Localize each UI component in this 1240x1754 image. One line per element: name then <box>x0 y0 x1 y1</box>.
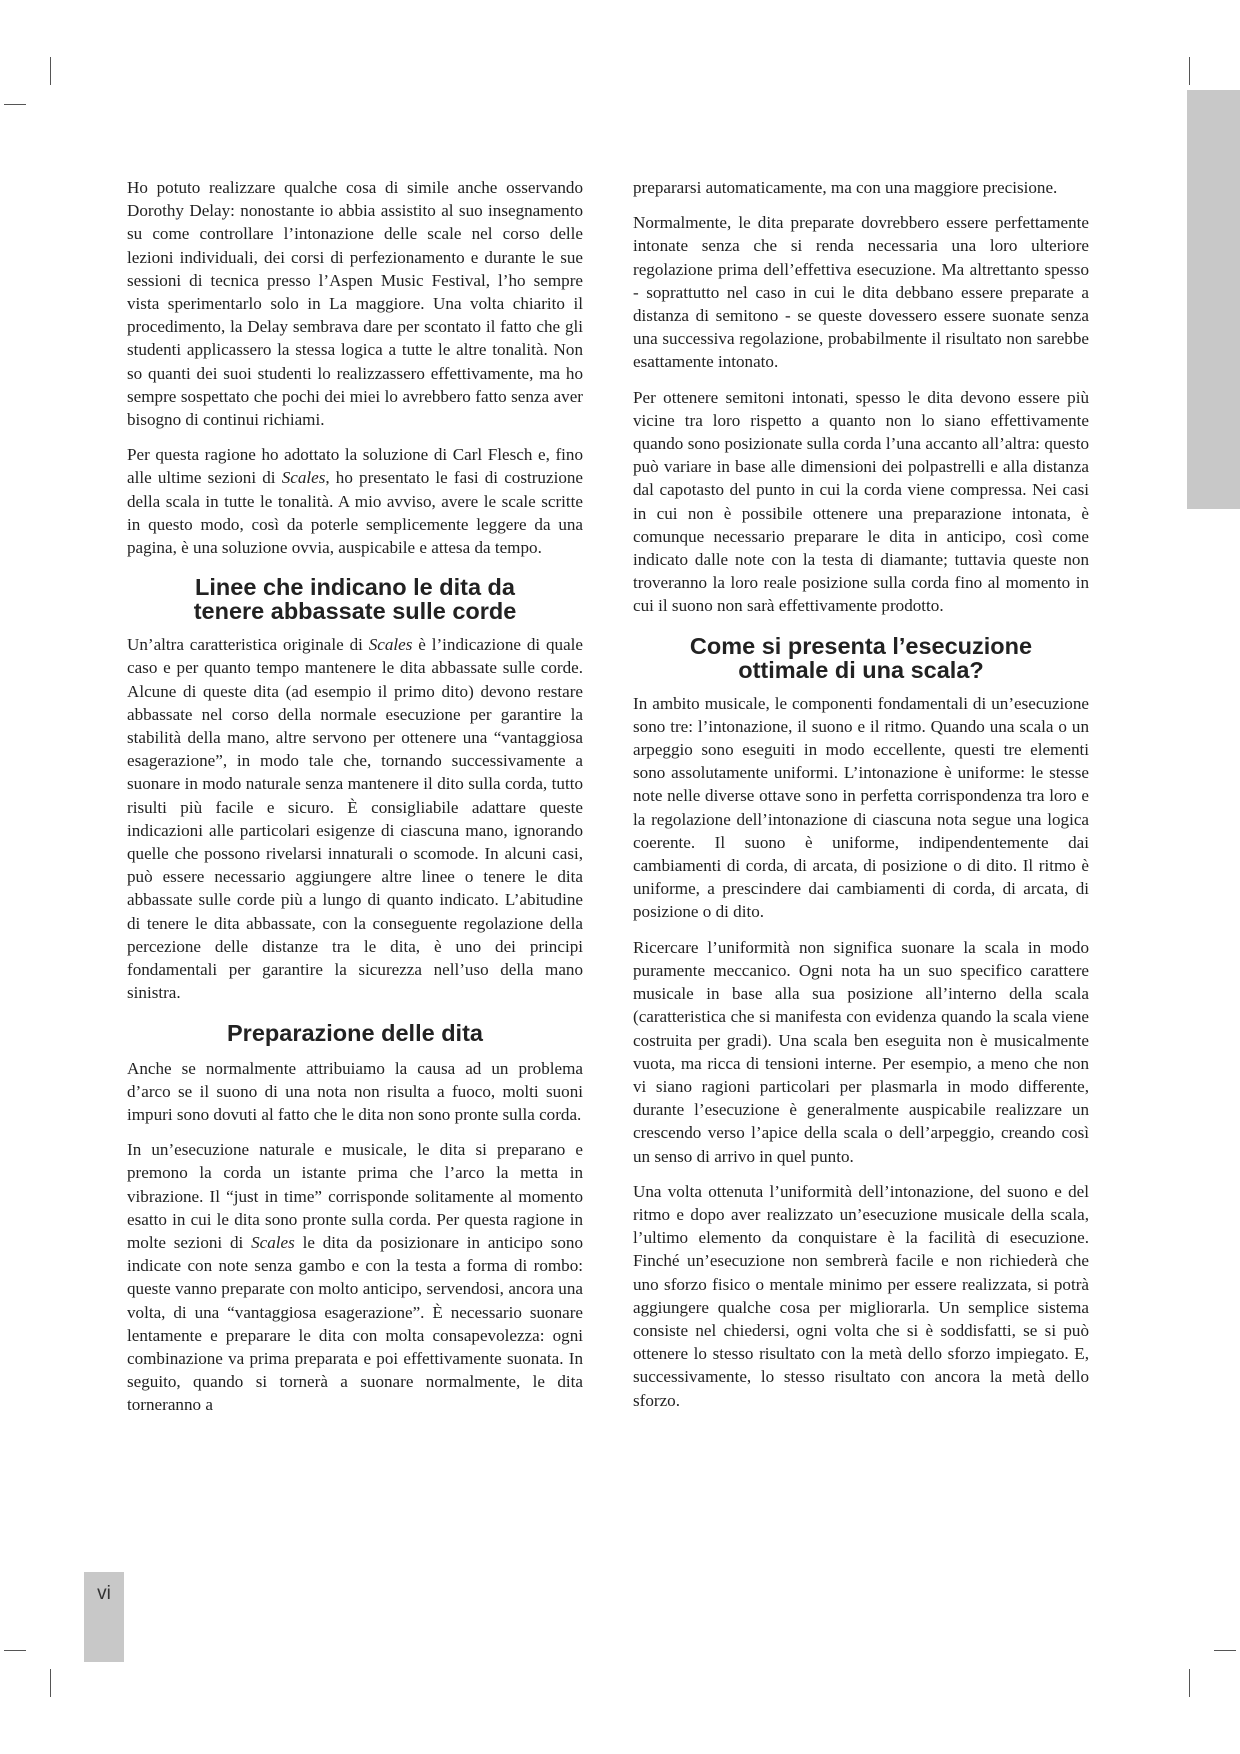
paragraph <box>127 1138 583 1416</box>
left-column <box>127 176 583 1429</box>
text-run: , ho presentato le fasi di costruzione della scala in tutte le tonalità. A mio avviso, avere le scale scritte in questo modo, così da poterle semplicemente leggere da una pagina, è una soluzione ovvia, auspicabile e attesa da tempo. <box>127 468 583 558</box>
heading-line: tenere abbassate sulle corde <box>193 598 517 625</box>
italic-title: Scales <box>281 468 326 488</box>
crop-mark-top-left-h <box>4 104 26 105</box>
crop-mark-bottom-right-h <box>1214 1650 1236 1651</box>
crop-mark-top-right <box>1189 57 1190 85</box>
paragraph: In ambito musicale, le componenti fondamentali di un’esecuzione sono tre: l’intonazione, il suono e il ritmo. Quando una scala o un arpeggio sono eseguiti in modo eccellente, questi tre elementi sono assolutamente uniformi. L’intonazione è uniforme: le stesse note nelle diverse ottave sono in perfetta corrispondenza tra loro e la regolazione dell’intonazione di ciascuna nota segue una logica coerente. Il suono è uniforme, indipendentemente dai cambiamenti di corda, di arcata, di posizione o di dito. Il ritmo è uniforme, a prescindere dai cambiamenti di corda, di arcata, di posizione o di dito. <box>633 693 1089 922</box>
section-heading <box>127 575 583 623</box>
text-run: Per questa ragione ho adottato la soluzione di Carl Flesch e, fino alle ultime sezioni di <box>127 445 583 488</box>
paragraph <box>127 633 583 1004</box>
italic-title: Scales <box>368 635 413 655</box>
paragraph: Per ottenere semitoni intonati, spesso le dita devono essere più vicine tra loro rispetto a quanto non lo siano effettivamente quando sono posizionate sulla corda l’una accanto all’altra: questo può variare in base alle dimensioni dei polpastrelli e alla distanza dal capotasto del punto in cui la corda viene compressa. Nei casi in cui non è possibile ottenere una preparazione intonata, è comunque necessario preparare le dita in anticipo, così come indicato dalle note con la testa di diamante; tuttavia queste non troveranno la loro reale posizione sulla corda fino al momento in cui il suono non sarà effettivamente prodotto. <box>633 387 1089 616</box>
crop-mark-top-left <box>50 57 51 85</box>
text-run: In un’esecuzione naturale e musicale, le dita si preparano e premono la corda un istante prima che l’arco la metta in vibrazione. Il “just in time” corrisponde solitamente al momento esatto in cui le dita sono pronte sulla corda. Per questa ragione in molte sezioni di <box>127 1140 583 1252</box>
paragraph: Ho potuto realizzare qualche cosa di simile anche osservando Dorothy Delay: nonostante io abbia assistito al suo insegnamento su come controllare l’intonazione delle scale nel corso delle lezioni individuali, dei corsi di perfezionamento e durante le sue sessioni di tecnica presso l’Aspen Music Festival, l’ho sempre vista sperimentarlo solo in La maggiore. Una volta chiarito il procedimento, la Delay sembrava dare per scontato il fatto che gli studenti applicassero la stessa logica a tutte le altre tonalità. Non so quanti dei suoi studenti lo realizzassero effettivamente, ma ho sempre sospettato che pochi dei miei lo avrebbero fatto senza aver bisogno di continui richiami. <box>127 178 583 430</box>
paragraph: Una volta ottenuta l’uniformità dell’intonazione, del suono e del ritmo e dopo aver realizzato un’esecuzione musicale della scala, l’ultimo elemento da conquistare è la facilità di esecuzione. Finché un’esecuzione non sembrerà facile e non richiederà che uno sforzo fisico o mentale minimo per essere realizzata, si potrà aggiungere qualche cosa per migliorarla. Un semplice sistema consiste nel chiedersi, ogni volta che si è soddisfatti, se si può ottenere lo stesso risultato con la metà dello sforzo impiegato. E, successivamente, lo stesso risultato con ancora la metà dello sforzo. <box>633 1181 1089 1410</box>
heading-line: Come si presenta l’esecuzione <box>689 632 1033 659</box>
text-run: Un’altra caratteristica originale di <box>127 635 369 655</box>
paragraph: Anche se normalmente attribuiamo la causa ad un problema d’arco se il suono di una nota non risulta a fuoco, molti suoni impuri sono dovuti al fatto che le dita non sono pronte sulla corda. <box>127 1058 583 1124</box>
paragraph: Ricercare l’uniformità non significa suonare la scala in modo puramente meccanico. Ogni nota ha un suo specifico carattere musicale in base alla sua posizione all’interno della scala (caratteristica che si manifesta con evidenza quando la scala viene costruita per gradi). Una scala ben eseguita non è musicalmente vuota, ma ricca di tensioni interne. Per esempio, a meno che non vi siano ragioni particolari per plasmarla in modo differente, durante l’esecuzione è generalmente auspicabile realizzare un crescendo verso l’apice della scala o dell’arpeggio, creando così un senso di arrivo in quel punto. <box>633 937 1089 1166</box>
text-run: le dita da posizionare in anticipo sono indicate con note senza gambo e con la testa a forma di rombo: queste vanno preparate con molto anticipo, servendosi, ancora una volta, di una “vantaggiosa esagerazione”. È necessario suonare lentamente e preparare le dita con molta consapevolezza: ogni combinazione va prima preparata e poi effettivamente suonata. In seguito, quando si tornerà a suonare normalmente, le dita torneranno a <box>127 1232 583 1415</box>
paragraph: prepararsi automaticamente, ma con una maggiore precisione. <box>633 178 1058 197</box>
section-heading: Preparazione delle dita <box>227 1019 483 1046</box>
heading-line: ottimale di una scala? <box>738 656 984 683</box>
paragraph: Normalmente, le dita preparate dovrebbero essere perfettamente intonate senza che si renda necessaria una loro ulteriore regolazione prima dell’effettiva esecuzione. Ma altrettanto spesso - soprattutto nel caso in cui le dita debbano essere preparate a distanza di semitono - se queste dovessero essere suonate senza una successiva regolazione, probabilmente il risultato non sarebbe esattamente intonato. <box>633 213 1089 372</box>
crop-mark-bottom-left-h <box>4 1650 26 1651</box>
paragraph <box>127 443 583 559</box>
text-run: è l’indicazione di quale caso e per quanto tempo mantenere le dita abbassate sulle corde. Alcune di queste dita (ad esempio il primo dito) devono restare abbassate nel corso della normale esecuzione per garantire la stabilità della mano, altre servono per ottenere una “vantaggiosa esagerazione”, in modo tale che, tornando successivamente a suonare in modo naturale senza mantenere il dito sulla corda, tutto risulti più facile e sicuro. È consigliabile adattare queste indicazioni alle particolari esigenze di ciascuna mano, ignorando quelle che possono rivelarsi innaturali o scomode. In alcuni casi, può essere necessario aggiungere altre linee o tenere le dita abbassate sulle corde più a lungo di quanto indicato. L’abitudine di tenere le dita abbassate, con la conseguente regolazione della percezione delle distanze tra le dita, è uno dei principi fondamentali per garantire la sicurezza nell’uso della mano sinistra. <box>127 635 583 1003</box>
italic-title: Scales <box>251 1232 295 1252</box>
heading-line: Linee che indicano le dita da <box>195 574 515 601</box>
crop-mark-bottom-right <box>1189 1669 1190 1697</box>
section-heading <box>633 634 1089 682</box>
thumb-index-tab <box>1187 90 1240 509</box>
right-column <box>633 176 1089 1424</box>
crop-mark-bottom-left <box>50 1669 51 1697</box>
page-number: vi <box>97 1583 111 1604</box>
